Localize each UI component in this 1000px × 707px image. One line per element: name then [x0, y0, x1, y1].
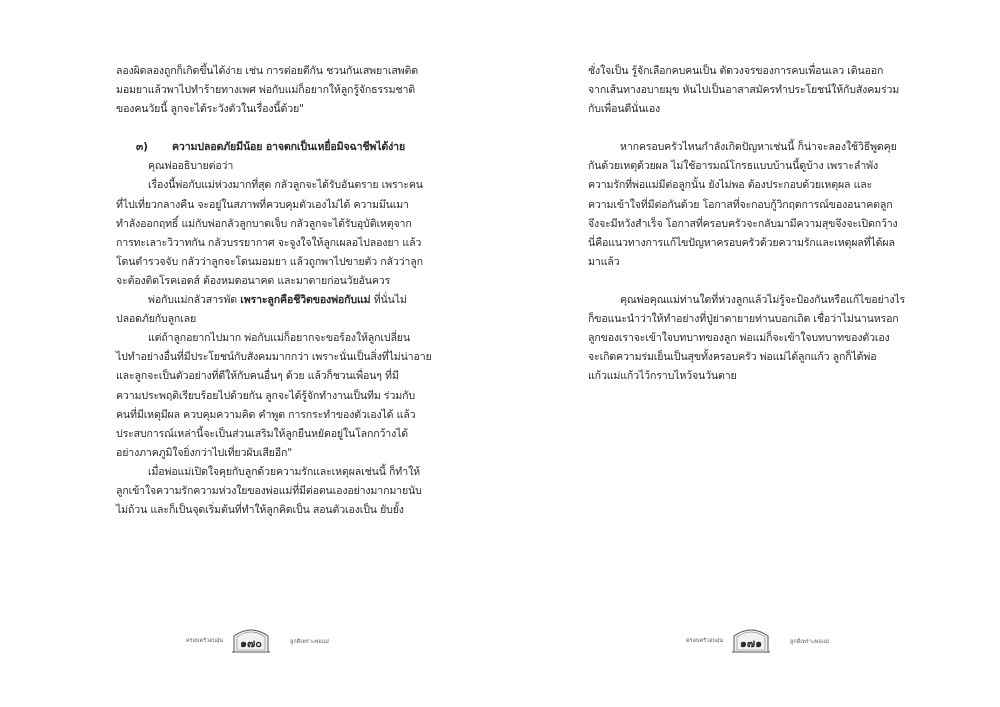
paragraph-line: ลูกของเราจะเข้าใจบทบาทของลูก พ่อแม่ก็จะเข้าใจบทบาทของตัวเอง — [588, 332, 890, 345]
paragraph-line: ความรักที่พ่อแม่มีต่อลูกนั้น ยังไม่พอ ต้องประกอบด้วยเหตุผล และ — [588, 179, 873, 192]
paragraph-line: จากเส้นทางอบายมุข หันไปเป็นอาสาสมัครทำประโยชน์ให้กับสังคมร่วม — [588, 84, 900, 97]
text-span: พ่อกับแม่กลัวสารพัด — [148, 294, 241, 307]
paragraph-line: ลูกเข้าใจความรักความห่วงใยของพ่อแม่ที่มีต่อตนเองอย่างมากมายนับ — [116, 484, 422, 497]
book-title: ครอบครัวอบอุ่น — [186, 638, 224, 644]
paragraph-line: แก้วแม่แก้วไว้กราบไหว้จนวันตาย — [588, 370, 737, 383]
book-title: ครอบครัวอบอุ่น — [686, 638, 724, 644]
section-title: ความปลอดภัยมีน้อย อาจตกเป็นเหยื่อมิจฉาชีพได้ง่าย — [172, 141, 406, 154]
paragraph-line: ปลอดภัยกับลูกเลย — [116, 313, 197, 326]
paragraph-line: คุณพ่อคุณแม่ท่านใดที่ห่วงลูกแล้วไม่รู้จะป้องกันหรือแก้ไขอย่างไร — [620, 293, 906, 306]
paragraph-line: ไม่ถ้วน และก็เป็นจุดเริ่มต้นที่ทำให้ลูกคิดเป็น สอนตัวเองเป็น ยับยั้ง — [116, 504, 404, 517]
paragraph-line: ทำลังออกฤทธิ์ แม่กับพ่อกลัวลูกบาดเจ็บ กลัวลูกจะได้รับอุบัติเหตุจาก — [116, 217, 412, 230]
page-number: ๑๗๑ — [739, 637, 763, 650]
paragraph-line: นี่คือแนวทางการแก้ไขปัญหาครอบครัวด้วยความรักและเหตุผลที่ได้ผล — [588, 236, 895, 249]
text-span: ที่นั่นไม่ — [370, 294, 407, 307]
paragraph-line: มาแล้ว — [588, 255, 620, 268]
right-page — [500, 0, 1000, 707]
paragraph-line — [116, 291, 407, 310]
paragraph-line: คนที่มีเหตุมีผล ควบคุมความคิด คำพูด การกระทำของตัวเองได้ แล้ว — [116, 408, 416, 421]
emphasis-text: เพราะลูกคือชีวิตของพ่อกับแม่ — [240, 294, 371, 307]
paragraph-line: จะเกิดความร่มเย็นเป็นสุขทั้งครอบครัว พ่อแม่ได้ลูกแก้ว ลูกก็ได้พ่อ — [588, 351, 877, 364]
paragraph-line: กับเพื่อนดีนั่นเอง — [588, 103, 661, 116]
publisher-name: ลูกดีเพราะพ่อแม่ — [290, 639, 329, 645]
paragraph-line: ประสบการณ์เหล่านี้จะเป็นส่วนเสริมให้ลูกยืนหยัดอยู่ในโลกกว้างได้ — [116, 427, 409, 440]
section-number: ๓) — [136, 141, 148, 154]
section-heading — [116, 138, 406, 157]
paragraph-line: ชั่งใจเป็น รู้จักเลือกคบคนเป็น ตัดวงจรของการคบเพื่อนเลว เดินออก — [588, 65, 884, 77]
paragraph-line: กันด้วยเหตุด้วยผล ไม่ใช้อารมณ์โกรธแบบบ้านนี้ดูบ้าง เพราะลำพัง — [588, 160, 879, 173]
page-footer — [186, 628, 386, 654]
paragraph-line: ความเข้าใจที่มีต่อกันด้วย โอกาสที่จะกอบกู้วิกฤตการณ์ของอนาคตลูก — [588, 198, 893, 211]
paragraph-line: โดนตำรวจจับ กลัวว่าลูกจะโดนมอมยา แล้วถูกพาไปขายตัว กลัวว่าลูก — [116, 255, 423, 268]
paragraph-line: ลองผิดลองถูกก็เกิดขึ้นได้ง่าย เช่น การต่อยตีกัน ชวนกันเสพยาเสพติด — [116, 65, 418, 77]
paragraph-line: เรื่องนี้พ่อกับแม่ห่วงมากที่สุด กลัวลูกจะได้รับอันตราย เพราะคน — [148, 179, 423, 192]
paragraph-line: ที่ไปเที่ยวกลางคืน จะอยู่ในสภาพที่ควบคุมตัวเองไม่ได้ ความมึนเมา — [116, 198, 409, 211]
paragraph-line: ของคนวัยนี้ ลูกจะได้ระวังตัวในเรื่องนี้ด้วย" — [116, 103, 304, 116]
page-footer — [686, 628, 886, 654]
paragraph-line: การทะเลาะวิวาทกัน กลัวบรรยากาศ จะจูงใจให้ลูกเผลอไปลองยา แล้ว — [116, 236, 422, 249]
paragraph-line: และลูกจะเป็นตัวอย่างที่ดีให้กับคนอื่นๆ ด้วย แล้วก็ชวนเพื่อนๆ ที่มี — [116, 370, 399, 383]
paragraph-line: ก็ขอแนะนำว่าให้ทำอย่างที่ปู่ย่าตายายท่านบอกเถิด เชื่อว่าไม่นานหรอก — [588, 313, 899, 326]
page-number: ๑๗๐ — [240, 637, 262, 650]
paragraph-line: จะต้องติดโรคเอดส์ ต้องหมดอนาคต และมาตายก่อนวัยอันควร — [116, 274, 391, 287]
left-page-body — [116, 62, 432, 520]
paragraph-line: มอมยาแล้วพาไปทำร้ายทางเพศ พ่อกับแม่ก็อยากให้ลูกรู้จักธรรมชาติ — [116, 84, 415, 97]
paragraph-line: หากครอบครัวไหนกำลังเกิดปัญหาเช่นนี้ ก็น่าจะลองใช้วิธีพูดคุย — [620, 141, 897, 154]
paragraph-line: ไปทำอย่างอื่นที่มีประโยชน์กับสังคมมากกว่า เพราะนั่นเป็นสิ่งที่ไม่น่าอาย — [116, 351, 432, 364]
paragraph-line: แต่ถ้าลูกอยากไปมาก พ่อกับแม่ก็อยากจะขอร้องให้ลูกเปลี่ยน — [148, 332, 410, 345]
paragraph-line: เมื่อพ่อแม่เปิดใจคุยกับลูกด้วยความรักและเหตุผลเช่นนี้ ก็ทำให้ — [148, 465, 420, 478]
publisher-name: ลูกดีเพราะพ่อแม่ — [790, 639, 829, 645]
right-page-body — [588, 62, 906, 386]
paragraph-line: ความประพฤติเรียบร้อยไปด้วยกัน ลูกจะได้รู้จักทำงานเป็นทีม ร่วมกับ — [116, 389, 415, 402]
paragraph-line: อย่างภาคภูมิใจยิ่งกว่าไปเที่ยวผับเสียอีก" — [116, 446, 292, 459]
paragraph-line: จึงจะมีหวังสำเร็จ โอกาสที่ครอบครัวจะกลับมามีความสุขจึงจะเปิดกว้าง — [588, 217, 898, 230]
intro-line: คุณพ่ออธิบายต่อว่า — [148, 160, 234, 173]
